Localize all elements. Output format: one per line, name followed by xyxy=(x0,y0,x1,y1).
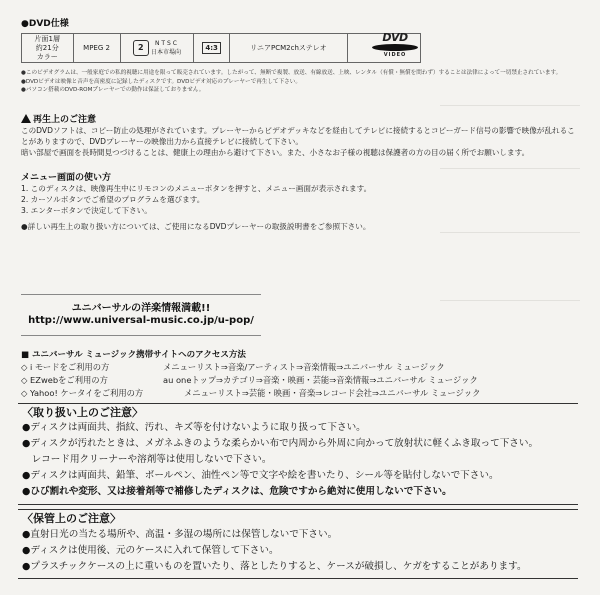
playback-note-text: 暗い部屋で画面を長時間見つづけることは、健康上の理由から避けて下さい。また、小さなお子様の視聴は保護者の方の目の届く所でお願いします。 xyxy=(21,148,530,157)
playback-note-title: 再生上のご注意 xyxy=(33,115,97,125)
menu-footnote: ●詳しい再生上の取り扱い方については、ご使用になるDVDプレーヤーの取扱説明書をご参照下さい。 xyxy=(21,222,371,231)
mobile-carrier: ◇ EZwebをご利用の方 xyxy=(21,375,108,385)
dvd-video-logo xyxy=(367,31,423,63)
promo-title: ユニバーサルの洋楽情報満載!! xyxy=(71,303,211,314)
mobile-path: au oneトップ⇒カテゴリ⇒音楽・映画・芸能⇒音楽情報⇒ユニバーサル ミュージック xyxy=(163,375,478,385)
spec-cell-tv xyxy=(120,34,193,63)
spec-tv-system: N T S C xyxy=(155,40,177,47)
dvd-logo-sub: VIDEO xyxy=(383,52,407,58)
spec-note: ●DVDビデオは映像と音声を高密度に記録したディスクです。DVDビデオ対応のプレーヤーで再生して下さい。 xyxy=(21,79,301,85)
handling-heading: 〈取り扱い上のご注意〉 xyxy=(22,406,143,419)
dvd-spec-heading: ●DVD仕様 xyxy=(21,19,69,29)
mobile-path: メニューリスト⇒音楽/アーティスト⇒音楽情報⇒ユニバーサル ミュージック xyxy=(163,362,445,372)
spec-note: ●パソコン搭載のDVD-ROMプレーヤーでの動作は保証しておりません。 xyxy=(21,87,205,93)
spec-duration: 約21分 xyxy=(35,43,59,52)
handling-item: ●ディスクは両面共、鉛筆、ボールペン、油性ペン等で文字や絵を書いたり、シール等を貼付しないで下さい。 xyxy=(22,470,499,481)
storage-item: ●プラスチックケースの上に重いものを置いたり、落としたりすると、ケースが破損し、ケガをすることがあります。 xyxy=(22,561,527,572)
handling-item: ●ひび割れや変形、又は接着剤等で補修したディスクは、危険ですから絶対に使用しないで下さい。 xyxy=(22,486,452,497)
background-bleed xyxy=(440,168,580,169)
menu-step: 3. エンターボタンで決定して下さい。 xyxy=(21,206,152,215)
mobile-access-heading: ■ ユニバーサル ミュージック携帯サイトへのアクセス方法 xyxy=(21,350,246,360)
mobile-path: メニューリスト⇒芸能・映画・音楽⇒レコード会社⇒ユニバーサル ミュージック xyxy=(184,388,481,398)
spec-note: ●このビデオグラムは、一般家庭での私的視聴に用途を限って販売されています。したがって、無断で複製、放送、有線放送、上映、レンタル（有償・無償を問わず）することは法律によって一切禁止されています。 xyxy=(21,70,562,76)
handling-item: レコード用クリーナーや溶剤等は使用しないで下さい。 xyxy=(22,454,272,465)
storage-heading: 〈保管上のご注意〉 xyxy=(22,512,121,525)
spec-tv-region: 日本市場向 xyxy=(150,49,181,56)
region-badge: 2 xyxy=(133,40,149,56)
spec-cell-disc xyxy=(22,34,74,63)
spec-aspect: 4:3 xyxy=(202,42,221,54)
promo-box xyxy=(21,294,261,336)
warning-icon xyxy=(21,114,31,123)
spec-table xyxy=(21,33,421,63)
storage-item: ●直射日光の当たる場所や、高温・多湿の場所には保管しないで下さい。 xyxy=(22,529,338,540)
spec-cell-aspect xyxy=(194,34,230,63)
playback-note-text: このDVDソフトは、コピー防止の処理がされています。プレーヤーからビデオデッキなどを経由してテレビに接続するとコピーガード信号の影響で映像が乱れることがありますので、DVDプレーヤーの映像出力から直接テレビに接続して下さい。 xyxy=(21,126,575,146)
menu-step: 1. このディスクは、映像再生中にリモコンのメニューボタンを押すと、メニュー画面が表示されます。 xyxy=(21,184,372,193)
menu-step: 2. カーソルボタンでご希望のプログラムを選びます。 xyxy=(21,195,205,204)
dvd-logo-word: DVD xyxy=(382,31,408,44)
background-bleed xyxy=(440,300,580,301)
spec-audio: リニアPCM2chステレオ xyxy=(230,34,347,63)
background-bleed xyxy=(440,105,580,106)
promo-url-link[interactable]: http://www.universal-music.co.jp/u-pop/ xyxy=(28,315,254,326)
spec-color: カラー xyxy=(36,52,58,61)
spec-layer: 片面1層 xyxy=(34,34,60,43)
handling-item: ●ディスクが汚れたときは、メガネふきのような柔らかい布で内周から外周に向かって放射状に軽くふき取って下さい。 xyxy=(22,438,539,449)
menu-usage-heading: メニュー画面の使い方 xyxy=(21,173,112,183)
playback-note-heading xyxy=(21,112,96,125)
mobile-carrier: ◇ i モードをご利用の方 xyxy=(21,362,110,372)
handling-item: ●ディスクは両面共、指紋、汚れ、キズ等を付けないように取り扱って下さい。 xyxy=(22,422,366,433)
spec-codec: MPEG 2 xyxy=(73,34,120,63)
mobile-carrier: ◇ Yahoo! ケータイをご利用の方 xyxy=(21,388,144,398)
background-bleed xyxy=(440,232,580,233)
storage-item: ●ディスクは使用後、元のケースに入れて保管して下さい。 xyxy=(22,545,279,556)
dvd-disc-icon xyxy=(372,44,418,51)
